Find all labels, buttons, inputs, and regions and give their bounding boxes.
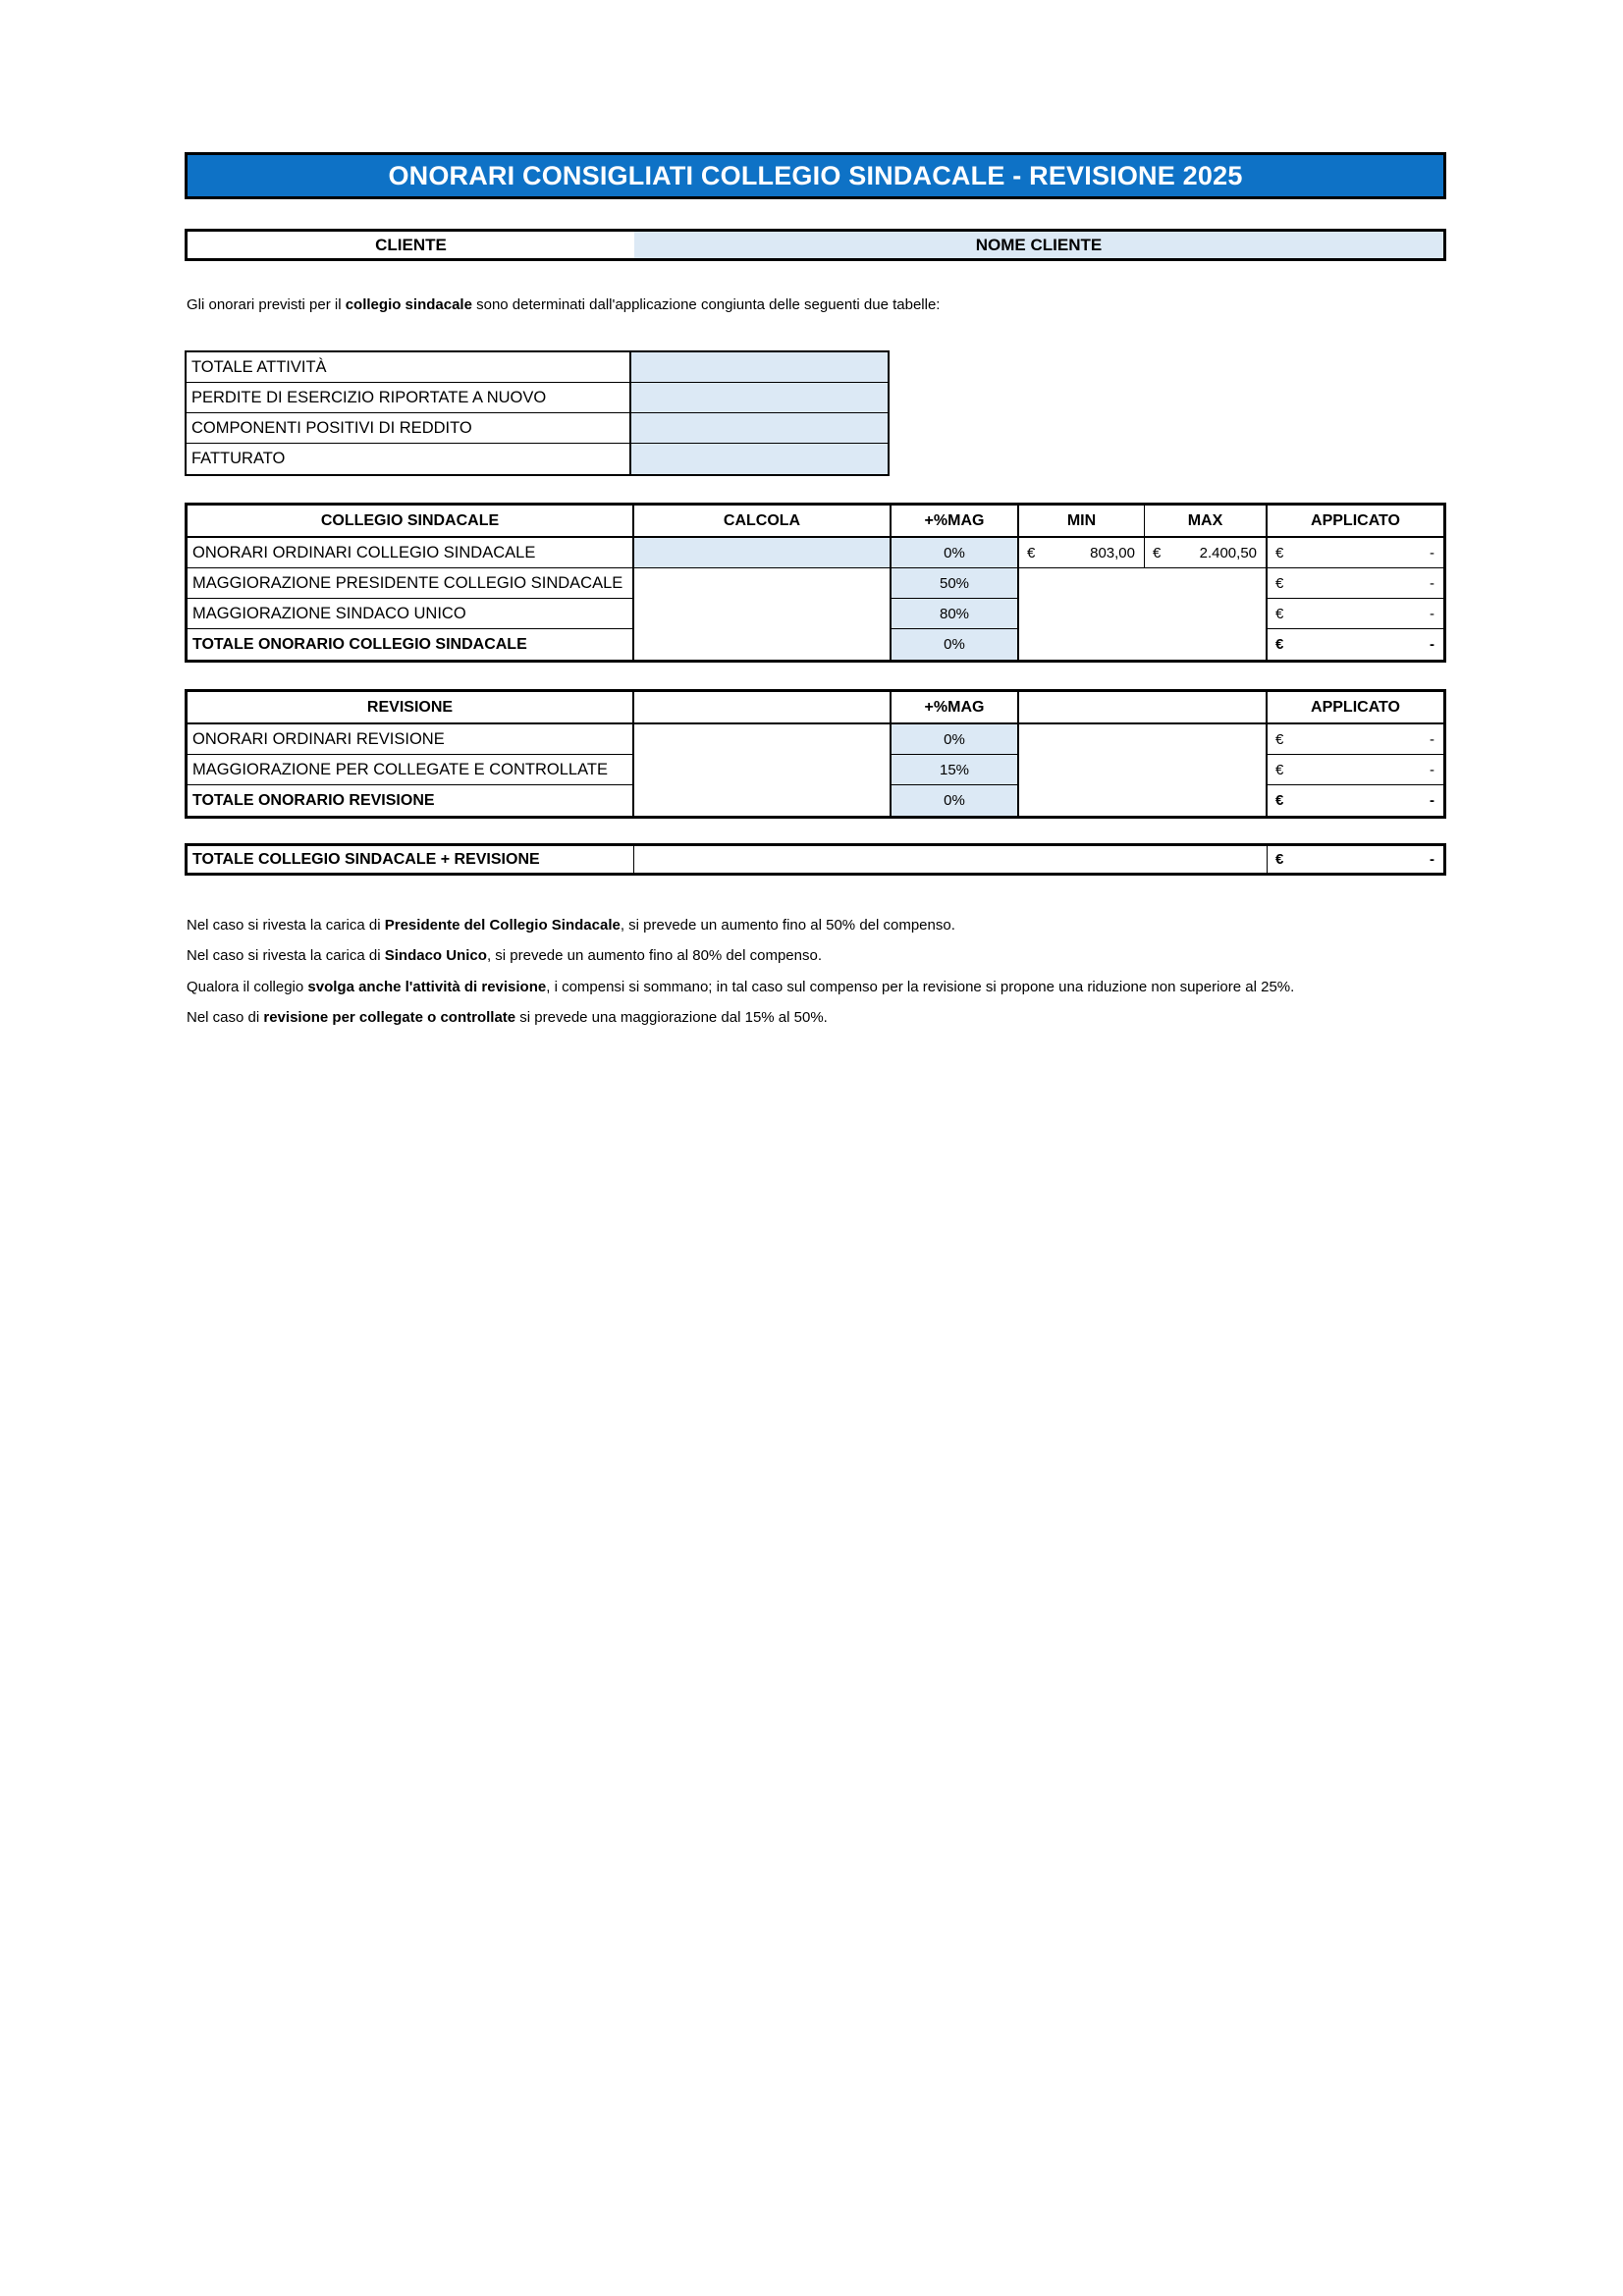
applicato-cell (1268, 755, 1443, 785)
footnote-bold: svolga anche l'attività di revisione (307, 979, 547, 995)
fee-row-label: TOTALE ONORARIO COLLEGIO SINDACALE (188, 629, 634, 660)
applicato-cell (1268, 538, 1443, 568)
fee-row-label: MAGGIORAZIONE PRESIDENTE COLLEGIO SINDACALE (188, 568, 634, 599)
calcola-empty-cell (634, 785, 892, 816)
footnote-presidente (187, 916, 1561, 935)
footnote-post: , si prevede un aumento fino al 80% del compenso. (486, 947, 822, 964)
col-header-empty (1019, 692, 1268, 722)
fee-row-label: MAGGIORAZIONE SINDACO UNICO (188, 599, 634, 629)
footnote-bold: revisione per collegate o controllate (263, 1009, 516, 1026)
applicato-currency: € (1275, 636, 1284, 653)
collegio-table-header (188, 506, 1443, 538)
fee-row-maggiorazione-sindaco-unico (188, 599, 1443, 629)
grand-total-currency: € (1275, 851, 1284, 868)
applicato-currency: € (1275, 761, 1284, 778)
applicato-value: - (1430, 792, 1434, 809)
applicato-total-cell (1268, 629, 1443, 660)
footnote-pre: Nel caso si rivesta la carica di (187, 947, 385, 964)
min-value: 803,00 (1090, 544, 1135, 561)
applicato-cell (1268, 599, 1443, 629)
col-header-applicato: APPLICATO (1311, 511, 1400, 529)
applicato-currency: € (1275, 730, 1284, 748)
minmax-empty-cell (1019, 785, 1268, 816)
col-header-max: MAX (1145, 506, 1268, 536)
applicato-value: - (1430, 574, 1434, 592)
footnote-pre: Nel caso si rivesta la carica di (187, 917, 385, 934)
fee-row-label: TOTALE ONORARIO REVISIONE (188, 785, 634, 816)
client-label-cell: CLIENTE (188, 232, 634, 258)
col-header-empty (634, 692, 892, 722)
fee-row-label: ONORARI ORDINARI COLLEGIO SINDACALE (188, 538, 634, 568)
applicato-value: - (1430, 636, 1434, 653)
col-header-mag: +%MAG (892, 506, 1019, 536)
fee-row-maggiorazione-collegate (188, 755, 1443, 785)
calcola-empty-cell (634, 568, 892, 599)
footnote-revisione (187, 978, 1561, 997)
document-title: ONORARI CONSIGLIATI COLLEGIO SINDACALE - REVISIONE 2025 (388, 160, 1243, 190)
input-row-value-cell[interactable] (631, 413, 888, 443)
input-row-label: COMPONENTI POSITIVI DI REDDITO (187, 413, 631, 443)
minmax-empty-cell (1019, 568, 1268, 599)
max-currency: € (1153, 544, 1162, 561)
mag-input-cell[interactable]: 0% (892, 538, 1019, 568)
minmax-empty-cell (1019, 755, 1268, 785)
client-row (185, 229, 1446, 261)
calcola-empty-cell (634, 755, 892, 785)
calcola-empty-cell (634, 599, 892, 629)
document-title-bar (185, 152, 1446, 199)
minmax-empty-cell (1019, 629, 1268, 660)
client-name-input-cell[interactable]: NOME CLIENTE (634, 232, 1443, 258)
intro-pre: Gli onorari previsti per il (187, 296, 346, 313)
input-row-value-cell[interactable] (631, 383, 888, 412)
input-row-value-cell[interactable] (631, 444, 888, 474)
fee-row-label: MAGGIORAZIONE PER COLLEGATE E CONTROLLATE (188, 755, 634, 785)
min-currency: € (1027, 544, 1036, 561)
max-cell (1145, 538, 1268, 568)
collegio-sindacale-table (185, 503, 1446, 663)
intro-bold: collegio sindacale (345, 296, 472, 313)
applicato-currency: € (1275, 605, 1284, 622)
col-header-min: MIN (1019, 506, 1145, 536)
grand-total-value: - (1430, 851, 1434, 868)
fee-row-maggiorazione-presidente (188, 568, 1443, 599)
input-row-fatturato (187, 444, 888, 474)
min-cell (1019, 538, 1145, 568)
input-row-label: PERDITE DI ESERCIZIO RIPORTATE A NUOVO (187, 383, 631, 412)
col-header-revisione: REVISIONE (188, 692, 634, 722)
footnote-collegate (187, 1008, 1561, 1028)
fee-row-onorari-ordinari-collegio (188, 538, 1443, 568)
footnote-post: , si prevede un aumento fino al 50% del compenso. (620, 917, 955, 934)
applicato-value: - (1430, 761, 1434, 778)
input-row-value-cell[interactable] (631, 352, 888, 382)
footnote-sindaco-unico (187, 946, 1561, 966)
applicato-cell (1268, 568, 1443, 599)
company-data-table (185, 350, 890, 476)
applicato-value: - (1430, 730, 1434, 748)
intro-post: sono determinati dall'applicazione congiunta delle seguenti due tabelle: (471, 296, 941, 313)
footnote-post: si prevede una maggiorazione dal 15% al 50%. (515, 1009, 828, 1026)
input-row-perdite (187, 383, 888, 413)
minmax-empty-cell (1019, 599, 1268, 629)
applicato-currency: € (1275, 792, 1284, 809)
fee-row-totale-collegio (188, 629, 1443, 660)
col-header-applicato: APPLICATO (1311, 698, 1400, 716)
applicato-total-cell (1268, 785, 1443, 816)
applicato-value: - (1430, 605, 1434, 622)
footnote-pre: Qualora il collegio (187, 979, 308, 995)
revisione-table-header (188, 692, 1443, 724)
calcola-input-cell[interactable] (634, 538, 892, 568)
mag-input-cell[interactable]: 0% (892, 785, 1019, 816)
minmax-empty-cell (1019, 724, 1268, 755)
footnote-pre: Nel caso di (187, 1009, 264, 1026)
fee-row-onorari-ordinari-revisione (188, 724, 1443, 755)
max-value: 2.400,50 (1199, 544, 1257, 561)
grand-total-empty-cell (634, 846, 1268, 873)
mag-input-cell[interactable]: 0% (892, 629, 1019, 660)
footnote-bold: Sindaco Unico (384, 947, 487, 964)
input-row-label: FATTURATO (187, 444, 631, 474)
input-row-totale-attivita (187, 352, 888, 383)
mag-input-cell[interactable]: 50% (892, 568, 1019, 599)
grand-total-label: TOTALE COLLEGIO SINDACALE + REVISIONE (188, 846, 634, 873)
footnote-post: , i compensi si sommano; in tal caso sul compenso per la revisione si propone una riduzione non superiore al 25%. (546, 979, 1295, 995)
fee-row-totale-revisione (188, 785, 1443, 816)
calcola-empty-cell (634, 724, 892, 755)
fee-row-label: ONORARI ORDINARI REVISIONE (188, 724, 634, 755)
intro-text (187, 295, 1463, 315)
col-header-collegio-sindacale: COLLEGIO SINDACALE (188, 506, 634, 536)
input-row-componenti (187, 413, 888, 444)
revisione-table (185, 689, 1446, 819)
applicato-currency: € (1275, 574, 1284, 592)
applicato-value: - (1430, 544, 1434, 561)
mag-input-cell[interactable]: 15% (892, 755, 1019, 785)
applicato-currency: € (1275, 544, 1284, 561)
applicato-cell (1268, 724, 1443, 755)
col-header-mag: +%MAG (892, 692, 1019, 722)
footnote-bold: Presidente del Collegio Sindacale (384, 917, 621, 934)
col-header-calcola: CALCOLA (634, 506, 892, 536)
grand-total-value-cell (1268, 846, 1443, 873)
mag-input-cell[interactable]: 80% (892, 599, 1019, 629)
mag-input-cell[interactable]: 0% (892, 724, 1019, 755)
grand-total-row (185, 843, 1446, 876)
calcola-empty-cell (634, 629, 892, 660)
input-row-label: TOTALE ATTIVITÀ (187, 352, 631, 382)
